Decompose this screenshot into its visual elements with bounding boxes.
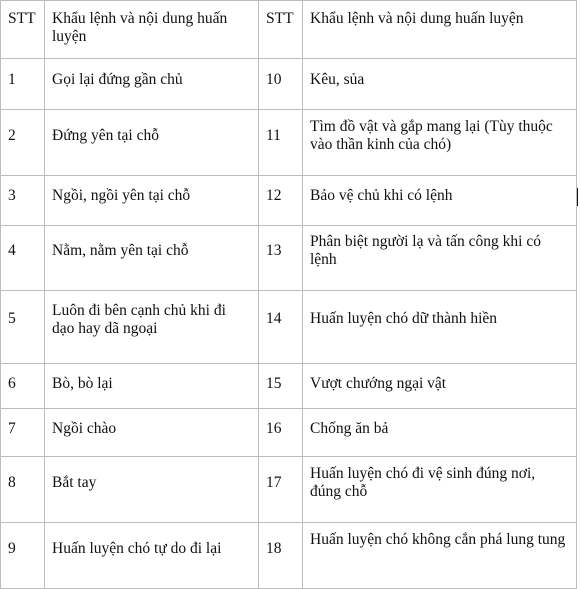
row-number: 2 [1, 110, 45, 176]
row-number: 13 [259, 226, 303, 291]
row-command: Ngồi chào [45, 409, 259, 457]
table-row [1, 59, 577, 110]
row-number: 16 [259, 409, 303, 457]
row-command: Tìm đồ vật và gắp mang lại (Tùy thuộc vào thần kinh của chó) [303, 110, 577, 176]
row-number: 6 [1, 364, 45, 409]
row-command: Huấn luyện chó đi vệ sinh đúng nơi, đúng chỗ [303, 457, 577, 523]
header-stt-right: STT [259, 1, 303, 59]
row-number: 18 [259, 523, 303, 589]
row-command: Huấn luyện chó dữ thành hiền [303, 291, 577, 364]
table-row [1, 110, 577, 176]
table-row [1, 291, 577, 364]
table-row [1, 409, 577, 457]
row-number: 12 [259, 176, 303, 226]
row-command: Phân biệt người lạ và tấn công khi có lệnh [303, 226, 577, 291]
row-command: Bảo vệ chủ khi có lệnh [303, 176, 577, 226]
table-row [1, 176, 577, 226]
row-number: 14 [259, 291, 303, 364]
row-number: 11 [259, 110, 303, 176]
table-row [1, 226, 577, 291]
row-command: Ngồi, ngồi yên tại chỗ [45, 176, 259, 226]
table-row [1, 523, 577, 589]
row-number: 5 [1, 291, 45, 364]
row-number: 1 [1, 59, 45, 110]
table-header-row [1, 1, 577, 59]
row-number: 3 [1, 176, 45, 226]
header-command-left: Khẩu lệnh và nội dung huấn luyện [45, 1, 259, 59]
row-number: 4 [1, 226, 45, 291]
row-command: Huấn luyện chó tự do đi lại [45, 523, 259, 589]
row-command: Bò, bò lại [45, 364, 259, 409]
header-stt-left: STT [1, 1, 45, 59]
row-command: Huấn luyện chó không cắn phá lung tung [303, 523, 577, 589]
row-number: 15 [259, 364, 303, 409]
row-command: Vượt chướng ngại vật [303, 364, 577, 409]
row-command: Chống ăn bả [303, 409, 577, 457]
row-command: Kêu, sủa [303, 59, 577, 110]
header-command-right: Khẩu lệnh và nội dung huấn luyện [303, 1, 577, 59]
row-number: 17 [259, 457, 303, 523]
row-command: Luôn đi bên cạnh chủ khi đi dạo hay dã ngoại [45, 291, 259, 364]
table-row [1, 457, 577, 523]
row-number: 9 [1, 523, 45, 589]
table-row [1, 364, 577, 409]
row-number: 10 [259, 59, 303, 110]
row-command: Gọi lại đứng gần chủ [45, 59, 259, 110]
row-command: Đứng yên tại chỗ [45, 110, 259, 176]
text-cursor [577, 188, 578, 206]
row-number: 7 [1, 409, 45, 457]
row-command: Nằm, nằm yên tại chỗ [45, 226, 259, 291]
row-command: Bắt tay [45, 457, 259, 523]
row-number: 8 [1, 457, 45, 523]
